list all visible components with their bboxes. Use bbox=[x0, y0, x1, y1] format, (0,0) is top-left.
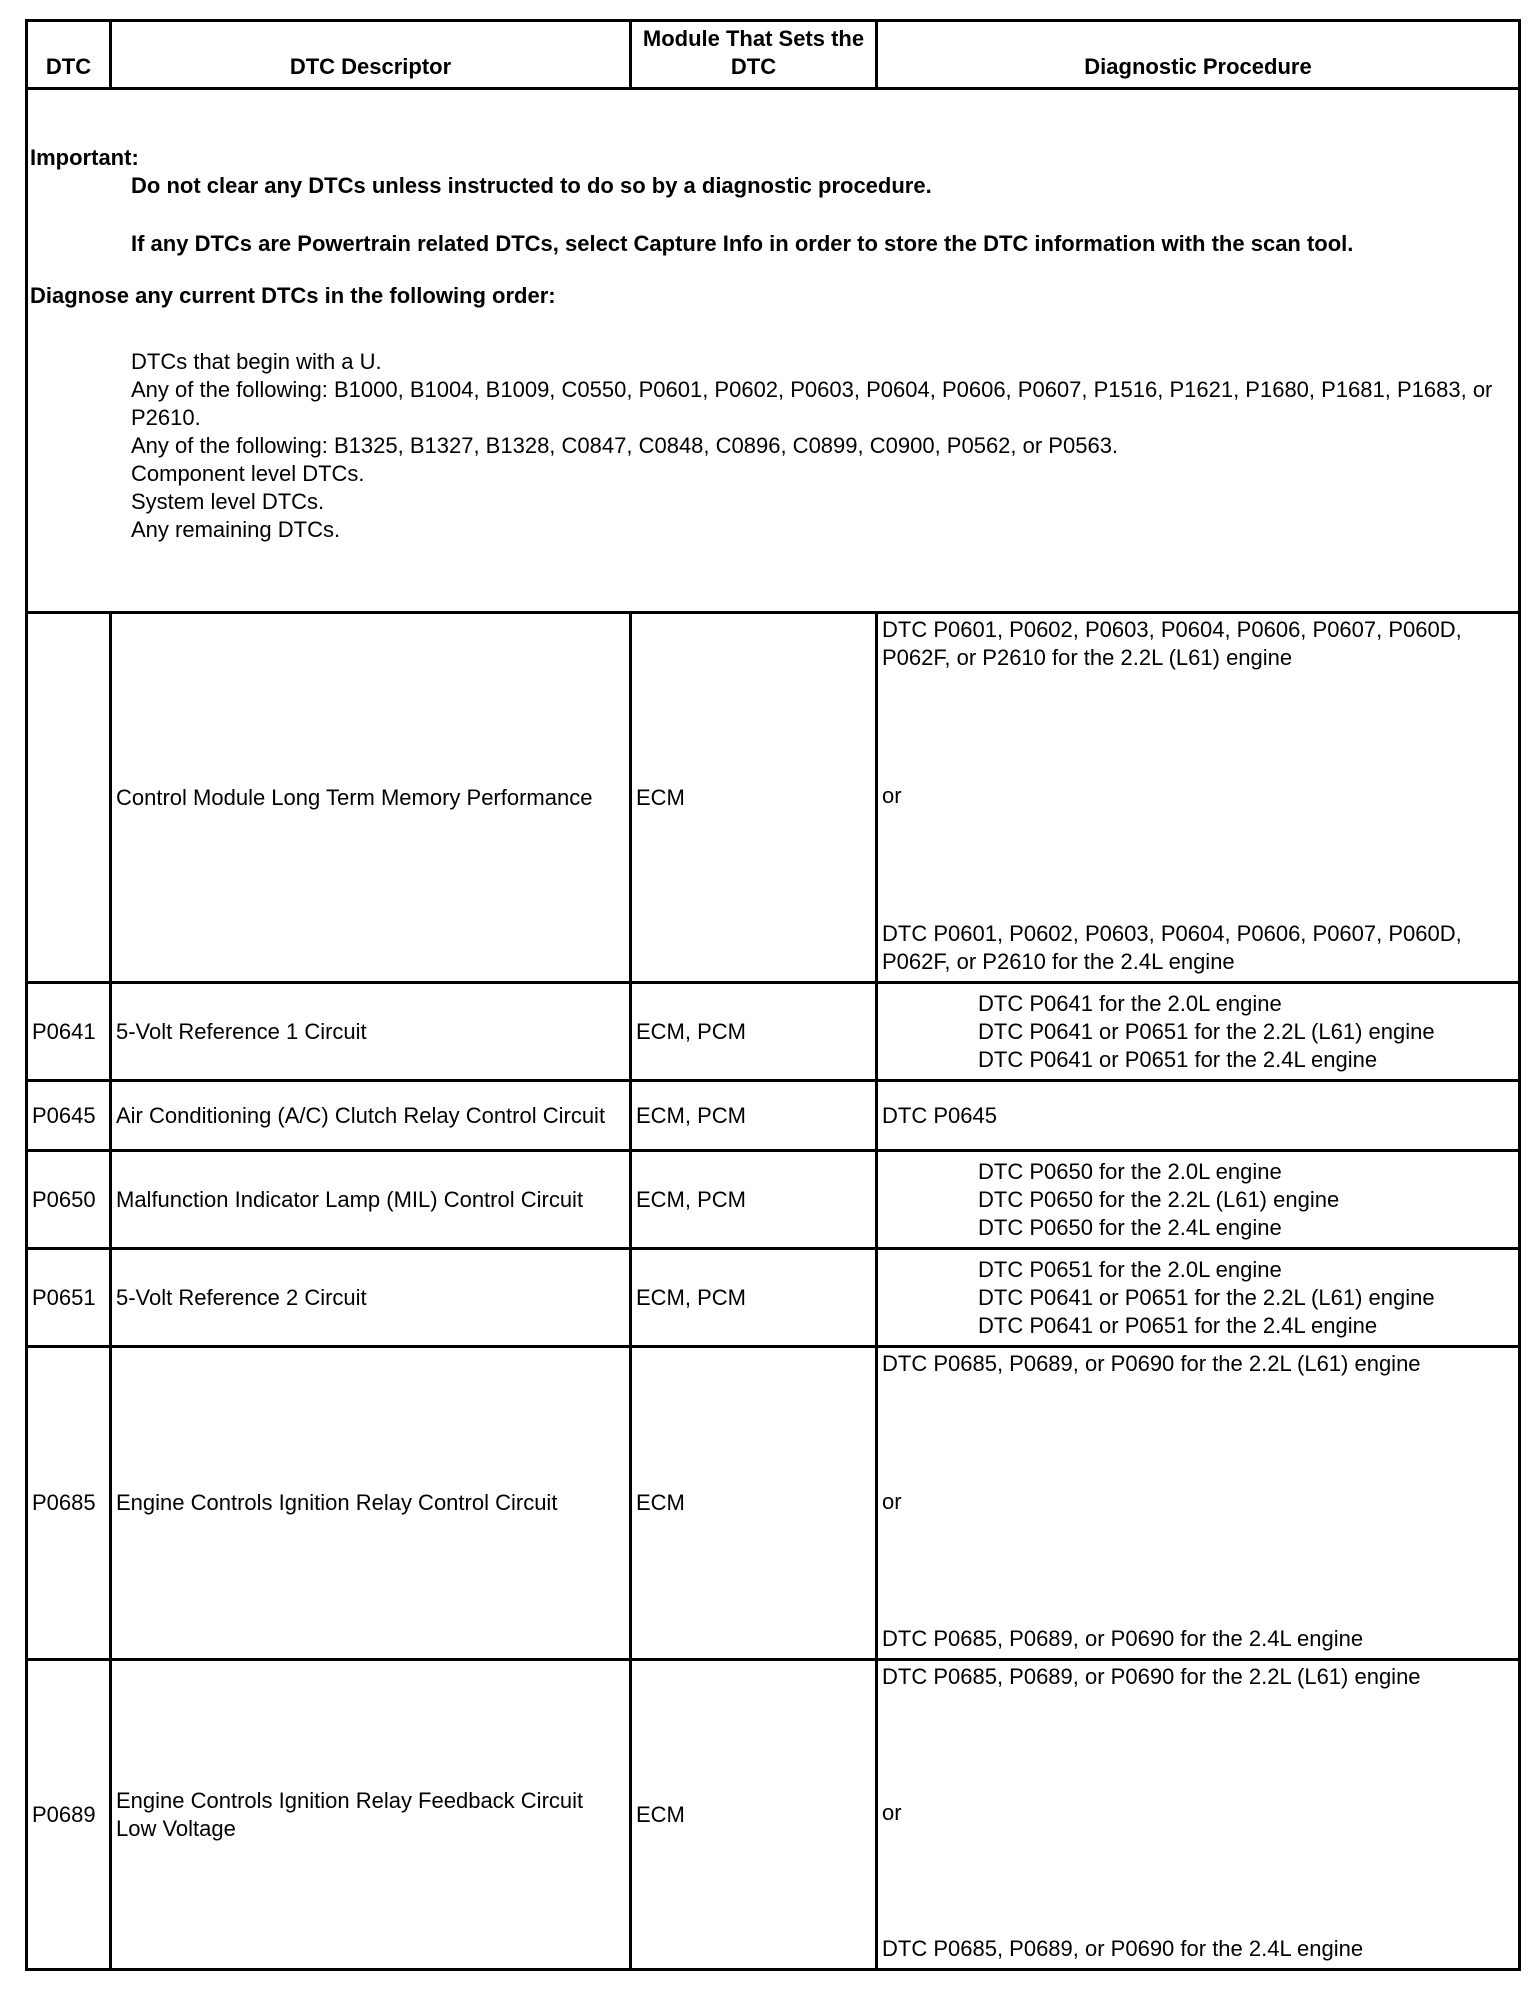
table-row bbox=[27, 983, 1520, 1081]
dtc-table-page bbox=[25, 19, 1521, 1971]
header-descriptor: DTC Descriptor bbox=[111, 21, 631, 89]
dtc-module: ECM, PCM bbox=[631, 1151, 877, 1249]
dtc-code: P0650 bbox=[27, 1151, 111, 1249]
header-dtc: DTC bbox=[27, 21, 111, 89]
dtc-code: P0645 bbox=[27, 1081, 111, 1151]
dtc-module: ECM, PCM bbox=[631, 983, 877, 1081]
dtc-code: P0689 bbox=[27, 1660, 111, 1970]
procedure-link[interactable]: DTC P0641 or P0651 for the 2.2L (L61) engine bbox=[978, 1284, 1435, 1310]
dtc-code bbox=[27, 613, 111, 983]
table-row bbox=[27, 613, 1520, 983]
order-item: System level DTCs. bbox=[131, 489, 325, 514]
procedure-or: or bbox=[882, 1800, 902, 1825]
dtc-descriptor: Malfunction Indicator Lamp (MIL) Control Circuit bbox=[111, 1151, 631, 1249]
important-label: Important: bbox=[30, 145, 139, 170]
dtc-procedure bbox=[877, 1347, 1520, 1660]
dtc-module: ECM, PCM bbox=[631, 1081, 877, 1151]
order-item: DTCs that begin with a U. bbox=[131, 349, 382, 374]
procedure-link[interactable]: DTC P0685, P0689, or P0690 for the 2.2L (L61) engine bbox=[882, 1664, 1421, 1689]
procedure-link[interactable]: DTC P0601, P0602, P0603, P0604, P0606, P0607, P060D, P062F, or P2610 for the 2.4L engine bbox=[882, 921, 1462, 974]
order-item: Component level DTCs. bbox=[131, 461, 365, 486]
dtc-descriptor: Engine Controls Ignition Relay Feedback Circuit Low Voltage bbox=[111, 1660, 631, 1970]
dtc-procedure bbox=[877, 1151, 1520, 1249]
dtc-procedure bbox=[877, 1081, 1520, 1151]
procedure-link[interactable]: DTC P0650 for the 2.4L engine bbox=[978, 1214, 1282, 1240]
important-row bbox=[27, 89, 1520, 613]
dtc-descriptor: Air Conditioning (A/C) Clutch Relay Control Circuit bbox=[111, 1081, 631, 1151]
dtc-descriptor: Control Module Long Term Memory Performance bbox=[111, 613, 631, 983]
dtc-code: P0685 bbox=[27, 1347, 111, 1660]
dtc-descriptor: 5-Volt Reference 1 Circuit bbox=[111, 983, 631, 1081]
dtc-module: ECM, PCM bbox=[631, 1249, 877, 1347]
order-item: Any of the following: B1000, B1004, B1009, C0550, P0601, P0602, P0603, P0604, P0606, P0607, P1516, P1621, P1680, P1681, P1683, or P2610. bbox=[131, 377, 1493, 430]
dtc-code: P0641 bbox=[27, 983, 111, 1081]
procedure-link[interactable]: DTC P0651 for the 2.0L engine bbox=[978, 1256, 1282, 1282]
order-item: Any remaining DTCs. bbox=[131, 517, 341, 542]
order-heading: Diagnose any current DTCs in the following order: bbox=[30, 283, 556, 308]
dtc-procedure bbox=[877, 1249, 1520, 1347]
header-procedure: Diagnostic Procedure bbox=[877, 21, 1520, 89]
order-item: Any of the following: B1325, B1327, B1328, C0847, C0848, C0896, C0899, C0900, P0562, or P0563. bbox=[131, 433, 1119, 458]
dtc-module: ECM bbox=[631, 1347, 877, 1660]
important-line-1: Do not clear any DTCs unless instructed to do so by a diagnostic procedure. bbox=[131, 173, 932, 198]
dtc-procedure bbox=[877, 613, 1520, 983]
procedure-or: or bbox=[882, 783, 902, 808]
procedure-link[interactable]: DTC P0641 for the 2.0L engine bbox=[978, 990, 1282, 1016]
header-row bbox=[27, 21, 1520, 89]
procedure-link[interactable]: DTC P0645 bbox=[882, 1102, 997, 1128]
table-row bbox=[27, 1151, 1520, 1249]
important-line-2: If any DTCs are Powertrain related DTCs, select Capture Info in order to store the DTC information with the scan tool. bbox=[131, 231, 1354, 256]
table-row bbox=[27, 1081, 1520, 1151]
procedure-link[interactable]: DTC P0685, P0689, or P0690 for the 2.4L engine bbox=[882, 1626, 1364, 1651]
procedure-or: or bbox=[882, 1488, 902, 1514]
dtc-descriptor: Engine Controls Ignition Relay Control Circuit bbox=[111, 1347, 631, 1660]
dtc-procedure bbox=[877, 1660, 1520, 1970]
procedure-link[interactable]: DTC P0601, P0602, P0603, P0604, P0606, P0607, P060D, P062F, or P2610 for the 2.2L (L61) engine bbox=[882, 617, 1462, 670]
table-row bbox=[27, 1660, 1520, 1970]
procedure-link[interactable]: DTC P0650 for the 2.2L (L61) engine bbox=[978, 1186, 1340, 1212]
dtc-table bbox=[25, 19, 1521, 1971]
important-notes bbox=[27, 89, 1520, 613]
dtc-procedure bbox=[877, 983, 1520, 1081]
procedure-link[interactable]: DTC P0641 or P0651 for the 2.2L (L61) engine bbox=[978, 1018, 1435, 1044]
procedure-link[interactable]: DTC P0685, P0689, or P0690 for the 2.4L engine bbox=[882, 1936, 1364, 1961]
table-row bbox=[27, 1347, 1520, 1660]
procedure-link[interactable]: DTC P0685, P0689, or P0690 for the 2.2L (L61) engine bbox=[882, 1351, 1421, 1376]
procedure-link[interactable]: DTC P0650 for the 2.0L engine bbox=[978, 1158, 1282, 1184]
order-list bbox=[30, 348, 1514, 544]
dtc-module: ECM bbox=[631, 613, 877, 983]
dtc-module: ECM bbox=[631, 1660, 877, 1970]
procedure-link[interactable]: DTC P0641 or P0651 for the 2.4L engine bbox=[978, 1312, 1378, 1338]
dtc-code: P0651 bbox=[27, 1249, 111, 1347]
procedure-link[interactable]: DTC P0641 or P0651 for the 2.4L engine bbox=[978, 1046, 1378, 1072]
header-module: Module That Sets the DTC bbox=[631, 21, 877, 89]
dtc-descriptor: 5-Volt Reference 2 Circuit bbox=[111, 1249, 631, 1347]
table-row bbox=[27, 1249, 1520, 1347]
